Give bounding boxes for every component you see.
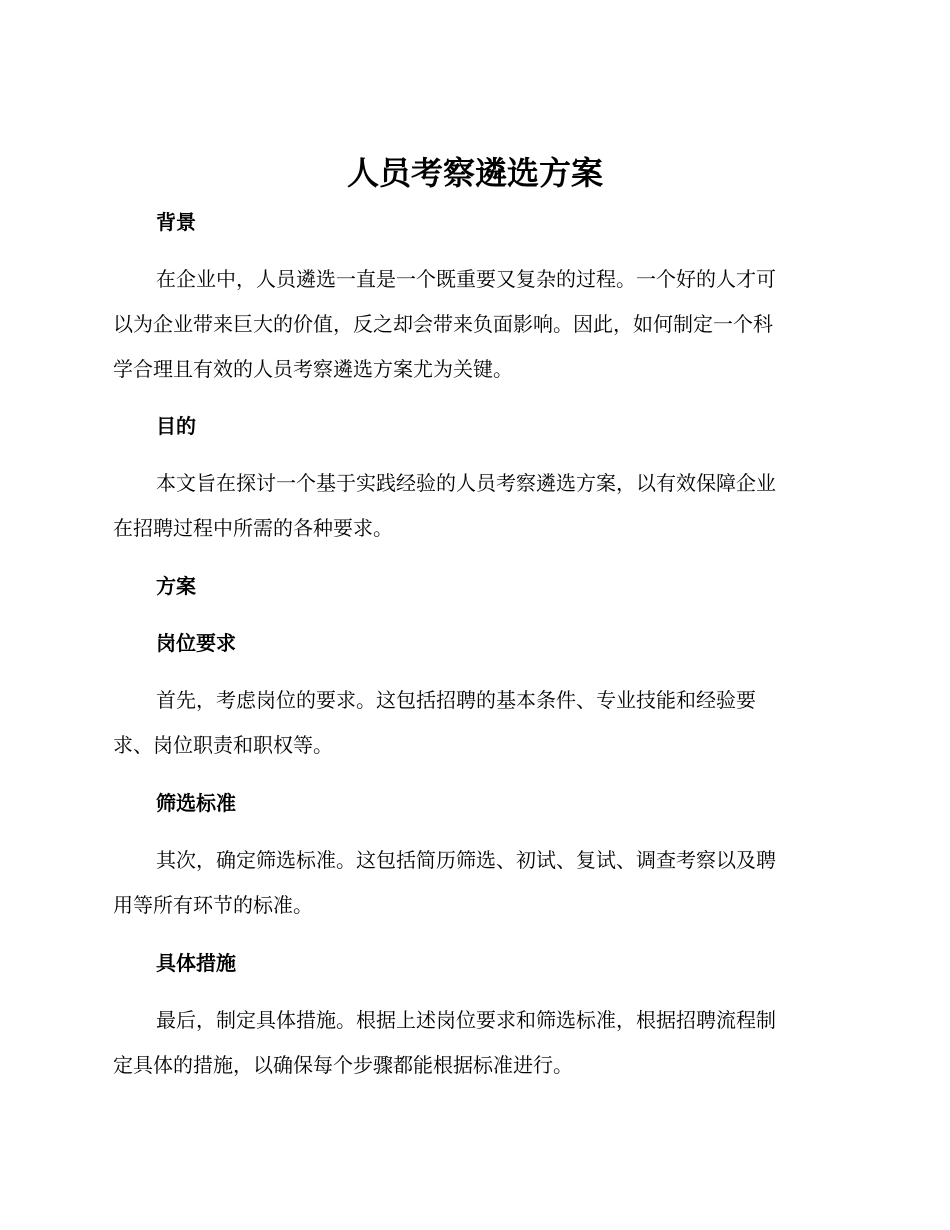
document-title: 人员考察遴选方案 [346,154,603,192]
section-heading-job-requirements: 岗位要求 [156,631,236,655]
section-heading-background: 背景 [156,210,196,234]
section-heading-purpose: 目的 [156,414,196,438]
paragraph-line: 以为企业带来巨大的价值，反之却会带来负面影响。因此，如何制定一个科 [113,312,773,336]
paragraph-line: 定具体的措施，以确保每个步骤都能根据标准进行。 [113,1053,573,1077]
paragraph-line: 其次，确定筛选标准。这包括简历筛选、初试、复试、调查考察以及聘 [156,848,776,872]
paragraph-line: 最后，制定具体措施。根据上述岗位要求和筛选标准，根据招聘流程制 [156,1008,776,1032]
paragraph-line: 求、岗位职责和职权等。 [113,733,333,757]
section-paragraph-screening-criteria [113,838,835,928]
paragraph-line: 学合理且有效的人员考察遴选方案尤为关键。 [113,357,513,381]
section-paragraph-job-requirements [113,678,835,768]
paragraph-line: 首先，考虑岗位的要求。这包括招聘的基本条件、专业技能和经验要 [156,688,756,712]
section-heading-plan: 方案 [156,574,196,598]
section-heading-specific-measures: 具体措施 [156,951,236,975]
paragraph-line: 用等所有环节的标准。 [113,893,313,917]
section-heading-screening-criteria: 筛选标准 [156,791,236,815]
section-paragraph-purpose [113,461,835,551]
section-paragraph-specific-measures [113,998,835,1088]
paragraph-line: 在招聘过程中所需的各种要求。 [113,516,393,540]
paragraph-line: 在企业中，人员遴选一直是一个既重要又复杂的过程。一个好的人才可 [156,267,776,291]
paragraph-line: 本文旨在探讨一个基于实践经验的人员考察遴选方案，以有效保障企业 [156,471,776,495]
section-paragraph-background [113,257,835,392]
